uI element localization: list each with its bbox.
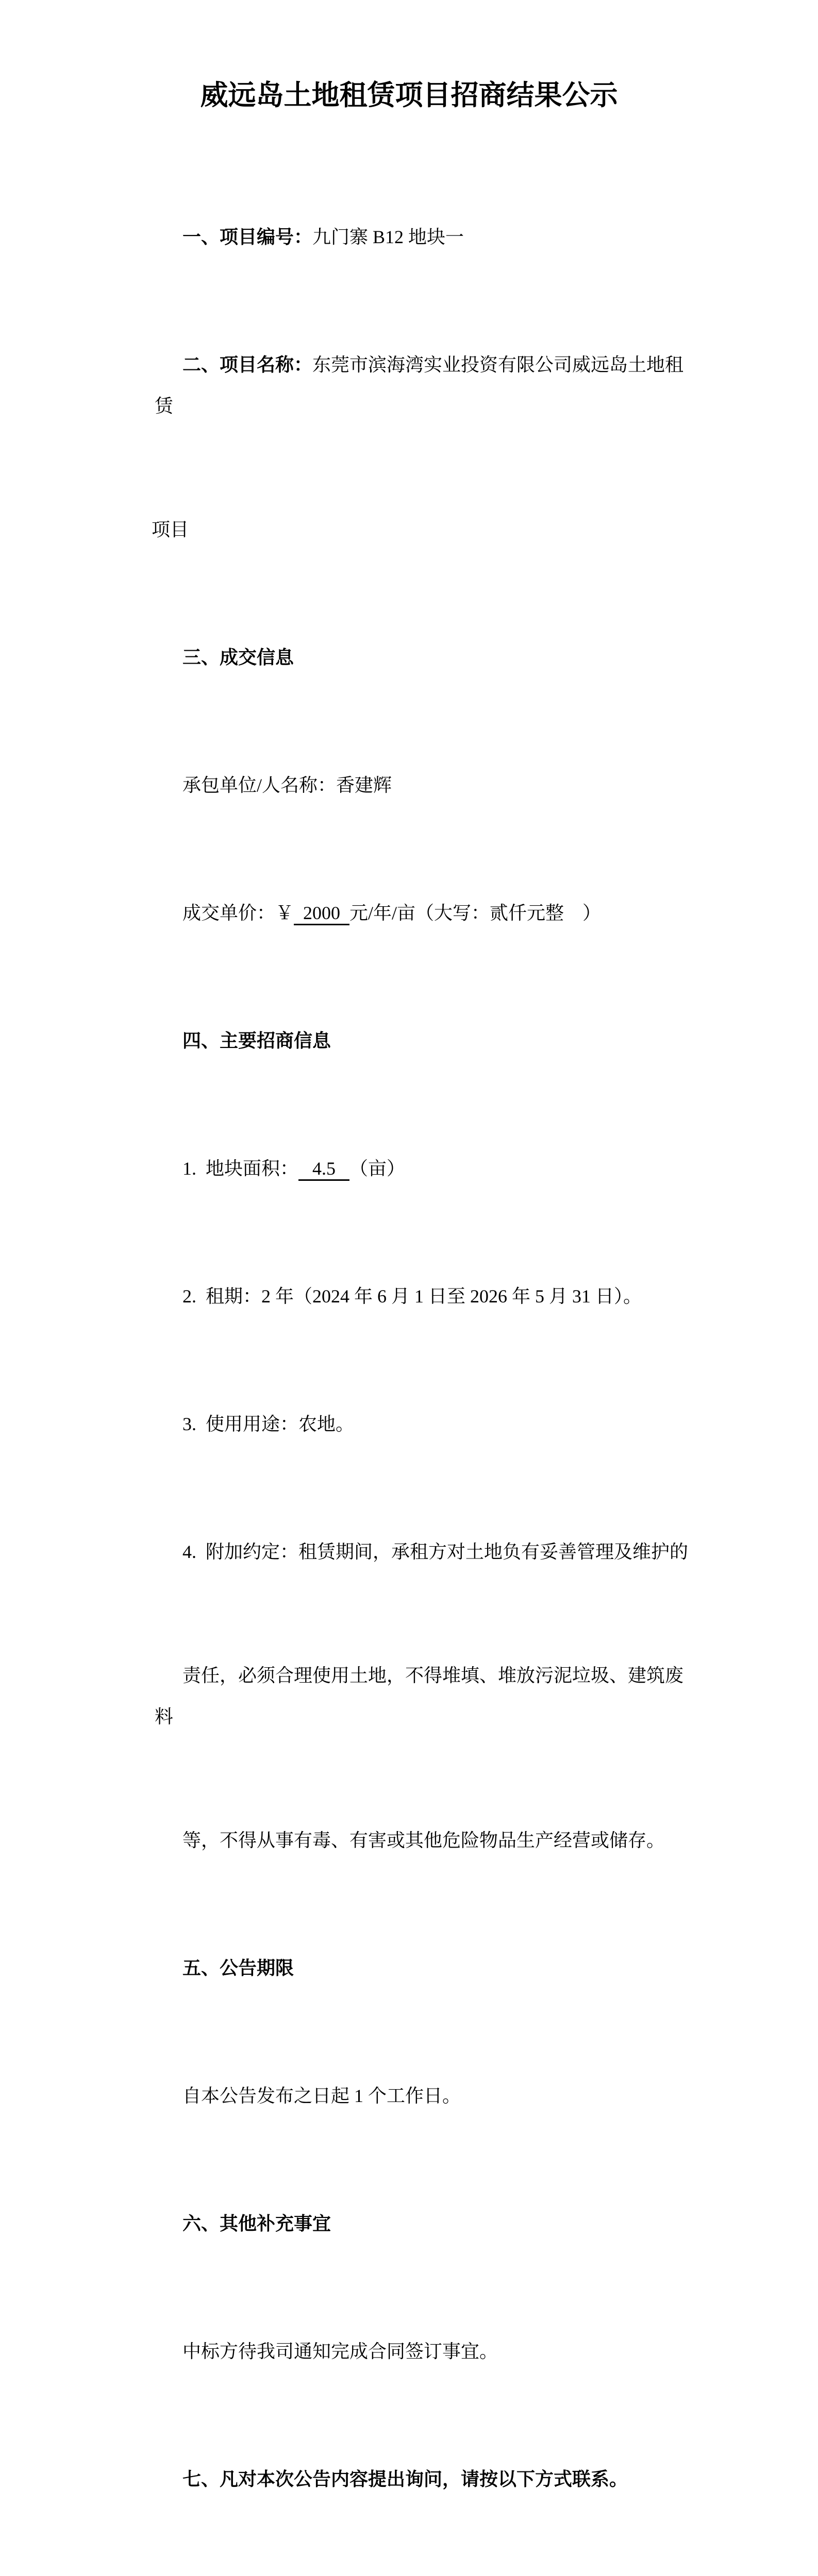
section-1-project-number bbox=[124, 175, 694, 299]
supplementary-heading: 六、其他补充事宜 bbox=[182, 2213, 331, 2234]
land-area-unit: （亩） bbox=[349, 1158, 406, 1179]
deal-price-line bbox=[124, 851, 694, 975]
contractor-value: 香建辉 bbox=[336, 775, 392, 795]
additional-terms-line2: 责任，必须合理使用土地，不得堆填、堆放污泥垃圾、建筑废料 bbox=[155, 1665, 684, 1727]
land-area-label: 1. 地块面积： bbox=[182, 1158, 299, 1179]
lessor-info-title bbox=[124, 2545, 694, 2576]
contact-section-heading: 七、凡对本次公告内容提出询问，请按以下方式联系。 bbox=[182, 2469, 628, 2489]
notice-period-body bbox=[124, 2034, 694, 2158]
project-name-label: 二、项目名称： bbox=[182, 354, 313, 375]
supplementary-body bbox=[124, 2290, 694, 2413]
currency-symbol: ￥ bbox=[275, 903, 294, 923]
land-area-item bbox=[124, 1107, 694, 1230]
project-name-value-line2: 项目 bbox=[152, 519, 189, 540]
lease-term-text: 2. 租期：2 年（2024 年 6 月 1 日至 2026 年 5 月 31 日）。 bbox=[182, 1286, 642, 1307]
deal-price-label: 成交单价： bbox=[182, 903, 276, 923]
deal-price-unit: 元/年/亩（大写：贰仟元整 ） bbox=[349, 903, 602, 923]
section-4-heading bbox=[124, 979, 694, 1103]
section-6-heading bbox=[124, 2162, 694, 2285]
notice-period-text: 自本公告发布之日起 1 个工作日。 bbox=[182, 2086, 461, 2106]
land-use-text: 3. 使用用途：农地。 bbox=[182, 1414, 355, 1434]
section-5-heading bbox=[124, 1906, 694, 2030]
main-info-heading: 四、主要招商信息 bbox=[182, 1030, 331, 1051]
lease-term-item bbox=[124, 1234, 694, 1358]
page-title: 威远岛土地租赁项目招商结果公示 bbox=[200, 80, 618, 111]
additional-terms-line3: 等，不得从事有毒、有害或其他危险物品生产经营或储存。 bbox=[182, 1830, 665, 1851]
project-number-value: 九门寨 B12 地块一 bbox=[312, 227, 464, 247]
deal-info-heading: 三、成交信息 bbox=[182, 647, 294, 668]
land-use-item bbox=[124, 1362, 694, 1486]
deal-price-amount: 2000 bbox=[294, 903, 349, 925]
supplementary-text: 中标方待我司通知完成合同签订事宜。 bbox=[182, 2341, 498, 2362]
notice-period-heading: 五、公告期限 bbox=[182, 1958, 294, 1978]
contractor-label: 承包单位/人名称： bbox=[182, 775, 337, 795]
additional-terms-line1: 4. 附加约定：租赁期间，承租方对土地负有妥善管理及维护的 bbox=[182, 1541, 689, 1562]
project-number-label: 一、项目编号： bbox=[182, 227, 313, 247]
section-3-heading bbox=[124, 596, 694, 719]
additional-terms-item bbox=[124, 1490, 694, 1902]
section-2-project-name bbox=[124, 303, 694, 591]
project-name-value-line1: 东莞市滨海湾实业投资有限公司威远岛土地租赁 bbox=[155, 354, 684, 416]
section-7-heading bbox=[124, 2417, 694, 2541]
contractor-line bbox=[124, 723, 694, 847]
land-area-value: 4.5 bbox=[298, 1158, 349, 1181]
